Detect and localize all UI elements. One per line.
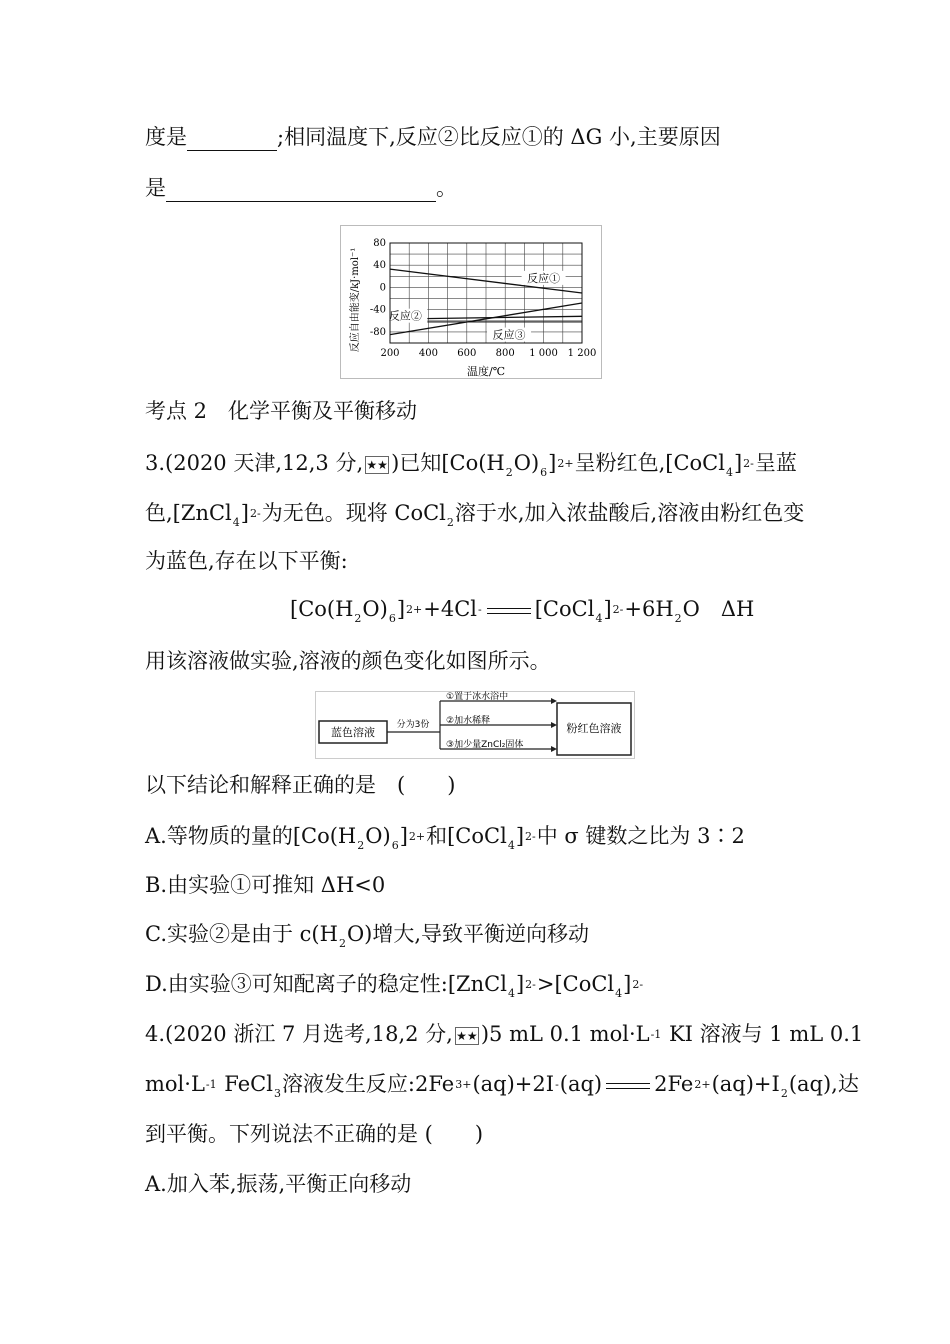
- svg-text:②加水稀释: ②加水稀释: [446, 716, 491, 726]
- q4-line-1: 4.(2020 浙江 7 月选考,18,2 分, ★★ )5 mL 0.1 $mol\cdot L^{-1}$ KI 溶液与 1 mL 0.1: [145, 1022, 864, 1046]
- free-energy-chart: [340, 225, 602, 379]
- y-tick-label: 0: [379, 282, 386, 294]
- x-tick-label: 600: [457, 348, 477, 359]
- x-tick-label: 200: [380, 348, 400, 359]
- y-axis-label: 反应自由能变/kJ·mol⁻¹: [350, 247, 361, 353]
- q3-line-4: 用该溶液做实验,溶液的颜色变化如图所示。: [145, 649, 551, 673]
- equilibrium-arrow-icon: [606, 1081, 650, 1091]
- q3-option-d[interactable]: D.由实验③可知配离子的稳定性:[ZnCl$_4$]$^{2-}$>[CoCl$_4$]$^{2-}$: [145, 972, 644, 1000]
- q3-line-2: 色,[ZnCl$_4$]$^{2-}$为无色。现将 CoCl$_2$溶于水,加入浓盐酸后,溶液由粉红色变: [145, 501, 805, 529]
- y-tick-label: -80: [369, 326, 386, 338]
- equilibrium-arrow-icon: [487, 606, 531, 616]
- x-tick-label: 400: [418, 348, 438, 359]
- svg-text:①置于冰水浴中: ①置于冰水浴中: [446, 692, 509, 702]
- q3-option-c[interactable]: C.实验②是由于 $c(H_2O)$增大,导致平衡逆向移动: [145, 922, 590, 950]
- section-title: 考点 2 化学平衡及平衡移动: [145, 399, 418, 423]
- q4-option-a[interactable]: A.加入苯,振荡,平衡正向移动: [145, 1172, 412, 1196]
- svg-text:分为3份: 分为3份: [396, 720, 430, 730]
- difficulty-star-icon: ★★: [456, 1028, 478, 1043]
- q3-equation: $[Co(H_2O)_6]^{2+}+4Cl^-$ $[CoCl_4]^{2-}+6H_2O$ ΔH: [290, 597, 755, 625]
- q3-line-1: 3.(2020 天津,12,3 分, ★★ )已知$[Co(H_2O)_6]^{2+}$呈粉红色,[CoCl$_4$]$^{2-}$呈蓝: [145, 451, 797, 479]
- q-prev-line-2: 是 。: [145, 176, 457, 200]
- svg-text:粉红色溶液: 粉红色溶液: [566, 722, 622, 735]
- experiment-flow-diagram: [315, 691, 635, 759]
- answer-blank-2[interactable]: [166, 179, 436, 202]
- x-axis-label: 温度/℃: [466, 365, 506, 378]
- x-tick-label: 1 000: [529, 348, 558, 359]
- svg-text:③加少量ZnCl₂固体: ③加少量ZnCl₂固体: [446, 740, 524, 750]
- series-label: 反应③: [492, 328, 526, 342]
- series-label: 反应②: [388, 309, 422, 323]
- q3-stem: 以下结论和解释正确的是 ( ): [145, 773, 456, 797]
- answer-blank-1[interactable]: [187, 128, 277, 151]
- series-label: 反应①: [527, 271, 561, 285]
- q3-line-3: 为蓝色,存在以下平衡:: [145, 549, 348, 573]
- y-tick-label: -40: [369, 304, 386, 316]
- y-tick-label: 40: [373, 260, 386, 272]
- y-tick-label: 80: [373, 238, 386, 249]
- q4-line-3: 到平衡。下列说法不正确的是 ( ): [145, 1122, 484, 1146]
- svg-text:蓝色溶液: 蓝色溶液: [331, 726, 375, 739]
- x-tick-label: 1 200: [567, 348, 597, 359]
- q3-option-b[interactable]: B.由实验①可推知 ΔH<0: [145, 873, 386, 897]
- q4-line-2: $mol\cdot L^{-1}$ FeCl$_3$溶液发生反应$:2Fe^{3+}(aq)+2I^-(aq)$ $2Fe^{2+}(aq)+I_2(aq)$,达: [145, 1072, 859, 1100]
- difficulty-star-icon: ★★: [366, 457, 388, 472]
- q-prev-line-1: 度是 ;相同温度下,反应②比反应①的 ΔG 小,主要原因: [145, 125, 721, 149]
- q3-option-a[interactable]: A.等物质的量的$[Co(H_2O)_6]^{2+}$和[CoCl$_4$]$^{2-}$中 σ 键数之比为 3∶2: [145, 824, 745, 852]
- x-tick-label: 800: [495, 348, 515, 359]
